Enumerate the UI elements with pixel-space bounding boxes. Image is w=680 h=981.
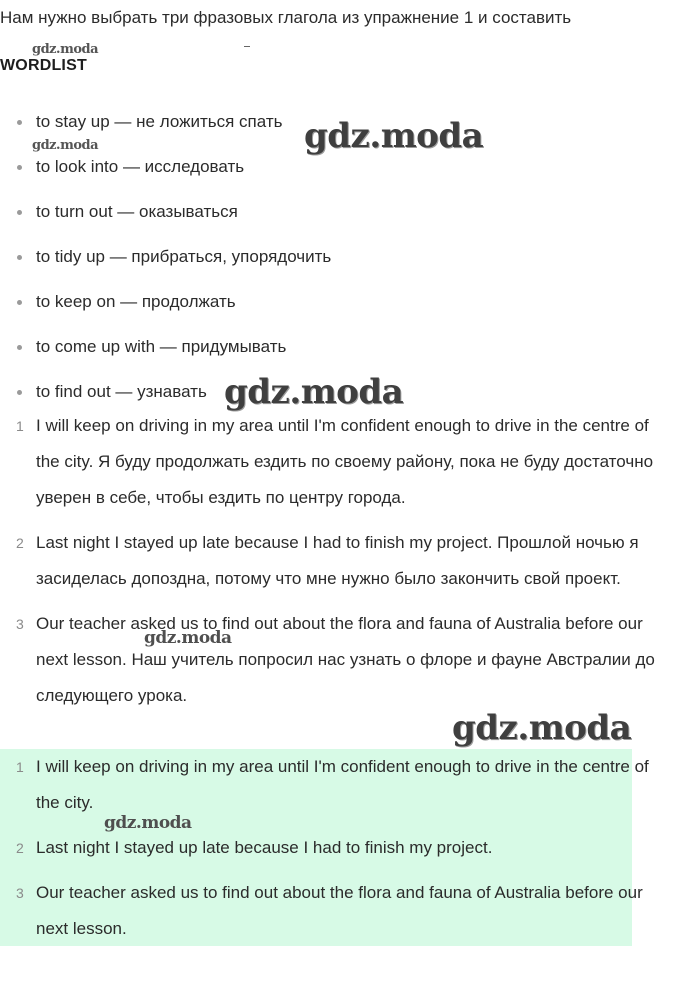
answer-text: Last night I stayed up late because I had to finish my project. Прошлой ночью я засиделась допоздна, потому что мне нужно было закончить свой проект. [36, 533, 639, 588]
answer-item [0, 408, 680, 516]
wordlist-item-text: to turn out — оказываться [36, 202, 238, 221]
bullet-icon [17, 210, 22, 215]
answer-item [0, 606, 680, 714]
bullet-icon [17, 165, 22, 170]
bullet-icon [17, 300, 22, 305]
watermark: gdz.moda [32, 42, 99, 57]
watermark: gdz.moda [104, 813, 192, 833]
answers-english [0, 749, 680, 956]
watermark: gdz.moda [32, 138, 99, 153]
wordlist-item-text: to look into — исследовать [36, 157, 245, 176]
bullet-icon [17, 255, 22, 260]
watermark: gdz.moda [144, 628, 232, 648]
wordlist-item-text: to tidy up — прибраться, упорядочить [36, 247, 332, 266]
answer-item [0, 875, 680, 947]
wordlist-item [0, 239, 680, 284]
answer-item [0, 749, 680, 821]
wordlist-item-text: to find out — узнавать [36, 382, 207, 401]
bullet-icon [17, 390, 22, 395]
wordlist-heading: WORDLIST [0, 57, 87, 74]
answer-number: 2 [16, 840, 24, 856]
answer-number: 1 [16, 418, 24, 434]
answers-with-translation [0, 408, 680, 723]
wordlist-item-text: to keep on — продолжать [36, 292, 236, 311]
answer-number: 3 [16, 885, 24, 901]
answer-number: 3 [16, 616, 24, 632]
intro-text: Нам нужно выбрать три фразовых глагола из упражнение 1 и составить [0, 8, 572, 27]
watermark: gdz.moda [452, 708, 632, 748]
answer-text: Our teacher asked us to find out about the flora and fauna of Australia before our next lesson. Наш учитель попросил нас узнать о флоре и фауне Австралии до следующего урока. [36, 614, 655, 705]
wordlist-item [0, 284, 680, 329]
watermark: gdz.moda [304, 116, 484, 156]
answer-text: Our teacher asked us to find out about the flora and fauna of Australia before our next lesson. [36, 883, 643, 938]
wordlist-item-text: to stay up — не ложиться спать [36, 112, 283, 131]
wordlist-item [0, 329, 680, 374]
wordlist-item [0, 194, 680, 239]
answer-text: I will keep on driving in my area until I'm confident enough to drive in the centre of the city. Я буду продолжать ездить по своему району, пока не буду достаточно уверен в себе, чтобы ездить по центру города. [36, 416, 654, 507]
watermark: gdz.moda [224, 372, 404, 412]
answer-item [0, 830, 680, 866]
divider-mark [244, 46, 250, 47]
answer-text: Last night I stayed up late because I had to finish my project. [36, 838, 493, 857]
bullet-icon [17, 120, 22, 125]
answer-number: 2 [16, 535, 24, 551]
bullet-icon [17, 345, 22, 350]
answer-text: I will keep on driving in my area until I'm confident enough to drive in the centre of the city. [36, 757, 649, 812]
answer-number: 1 [16, 759, 24, 775]
answer-item [0, 525, 680, 597]
wordlist-item-text: to come up with — придумывать [36, 337, 287, 356]
